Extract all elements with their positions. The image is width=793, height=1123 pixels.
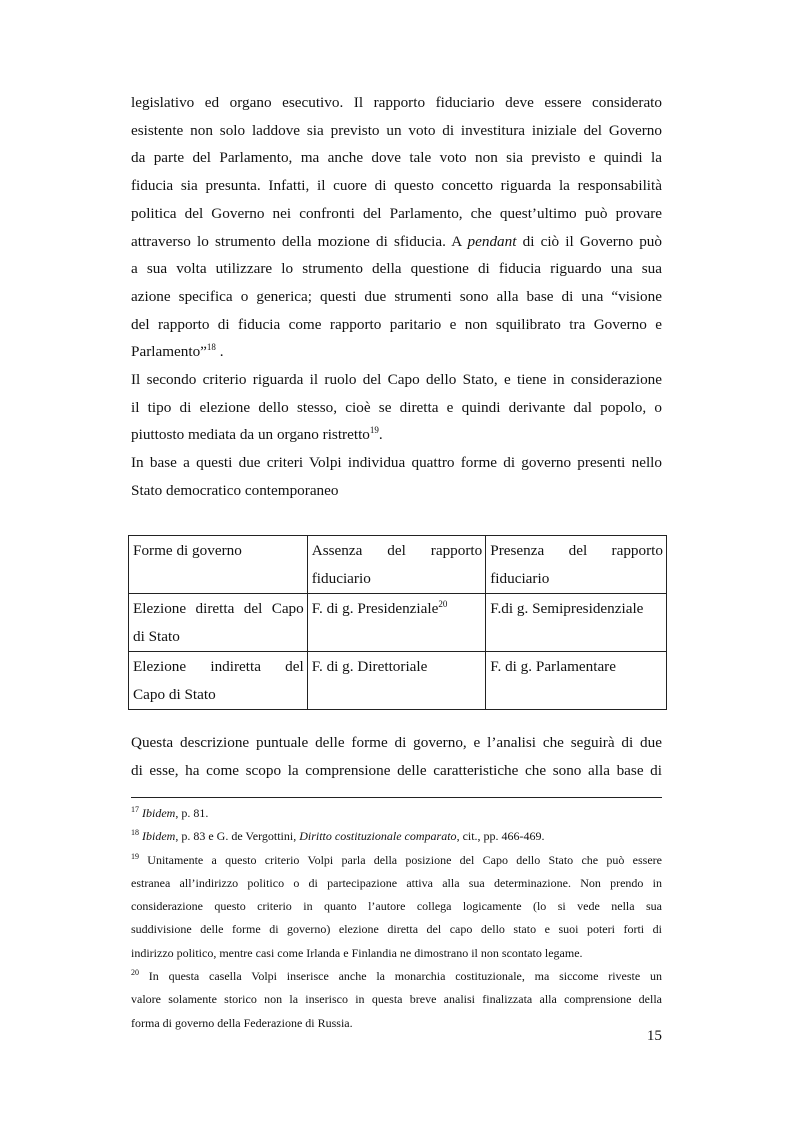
table-cell <box>486 594 667 652</box>
text-fragment: di ciò il Governo può <box>516 232 662 250</box>
text-line: di esse, ha come scopo la comprensione delle caratteristiche che sono alla base di <box>131 761 662 779</box>
text-fragment: piuttosto mediata da un organo ristretto <box>131 426 370 444</box>
table-row <box>129 594 667 652</box>
cell-text: Assenza del rapporto <box>311 542 483 559</box>
text-line: il tipo di elezione dello stesso, cioè se diretta e quindi derivante dal popolo, o <box>131 398 662 416</box>
text-line <box>131 338 662 366</box>
cell-text: F. di g. Direttoriale <box>311 658 428 675</box>
text-line: esistente non solo laddove sia previsto un voto di investitura iniziale del Governo <box>131 121 662 139</box>
cell-text: Forme di governo <box>133 542 242 559</box>
paragraph-rapporto-fiduciario <box>131 89 662 505</box>
footnote-text: In questa casella Volpi inserisce anche la monarchia costituzionale, ma siccome riveste un <box>139 969 662 984</box>
footnote-number: 17 <box>131 805 139 814</box>
cell-text: Elezione indiretta del <box>133 658 304 675</box>
footnote-text: , p. 81. <box>175 806 209 820</box>
footnote-line: forma di governo della Federazione di Russia. <box>131 1015 353 1030</box>
cell-text: F. di g. Parlamentare <box>490 658 616 675</box>
text-line: azione specifica o generica; questi due strumenti sono alla base di una “visione <box>131 287 662 305</box>
cell-text <box>312 595 483 623</box>
text-line: Questa descrizione puntuale delle forme di governo, e l’analisi che seguirà di due <box>131 734 662 751</box>
cell-text: Presenza del rapporto <box>490 542 663 559</box>
text-line: del rapporto di fiducia come rapporto paritario e non squilibrato tra Governo e <box>131 315 662 333</box>
cell-fragment: F. di g. Presidenziale <box>311 600 439 617</box>
table-cell <box>129 536 308 594</box>
table-cell <box>307 536 486 594</box>
italic-term: Ibidem <box>142 829 176 844</box>
table-header-row <box>129 536 667 594</box>
text-line: fiducia sia presunta. Infatti, il cuore di questo concetto riguarda la responsabilità <box>131 177 662 195</box>
footnote-line <box>131 802 662 825</box>
footnote-text: , p. 83 e G. de Vergottini, <box>175 829 300 844</box>
footnote-17 <box>131 802 662 825</box>
table-cell <box>129 652 308 710</box>
table-cell <box>486 536 667 594</box>
footnote-number: 20 <box>131 968 139 978</box>
table-cell <box>486 652 667 710</box>
footnote-line: considerazione questo criterio in quanto l’autore collega logicamente (lo si vede nella sua <box>131 899 662 914</box>
paragraph-descrizione <box>131 729 662 784</box>
table-cell <box>307 652 486 710</box>
cell-text: Elezione diretta del Capo <box>133 600 304 617</box>
footnote-line: valore solamente storico non la inserisco in questa breve analisi finalizzata alla comprensione della <box>131 992 662 1007</box>
italic-term: Ibidem <box>142 806 176 820</box>
footnote-line: estranea all’indirizzo politico o di partecipazione attiva alla sua determinazione. Non prendo in <box>131 875 662 890</box>
footnote-19 <box>131 849 662 965</box>
text-line: Il secondo criterio riguarda il ruolo del Capo dello Stato, e tiene in considerazione <box>131 371 662 389</box>
footnote-ref-19[interactable]: 19 <box>369 425 379 436</box>
forms-of-government-table <box>128 535 667 710</box>
cell-text: fiduciario <box>311 569 371 587</box>
table-cell <box>307 594 486 652</box>
italic-term: pendant <box>467 232 517 250</box>
footnote-separator <box>131 797 662 798</box>
footnote-line: suddivisione delle forme di governo) elezione diretta del capo dello stato e suoi poteri forti di <box>131 922 662 937</box>
text-fragment: . <box>378 426 383 444</box>
footnote-text: , cit., pp. 466-469. <box>456 829 545 844</box>
text-line: In base a questi due criteri Volpi individua quattro forme di governo presenti nello <box>131 454 662 472</box>
italic-title: Diritto costituzionale comparato <box>299 829 457 844</box>
footnote-ref-20[interactable]: 20 <box>438 599 448 609</box>
text-line: legislativo ed organo esecutivo. Il rapporto fiduciario deve essere considerato <box>131 94 662 111</box>
footnote-line <box>131 849 662 872</box>
text-fragment: attraverso lo strumento della mozione di sfiducia. A <box>131 232 468 250</box>
cell-text: F.di g. Semipresidenziale <box>490 600 644 617</box>
footnotes <box>131 802 662 1035</box>
table-cell <box>129 594 308 652</box>
cell-text: fiduciario <box>490 569 550 587</box>
text-fragment: . <box>215 343 224 361</box>
footnote-number: 18 <box>131 828 139 838</box>
footnote-text: Unitamente a questo criterio Volpi parla della posizione del Capo dello Stato che può essere <box>139 852 662 867</box>
footnote-ref-18[interactable]: 18 <box>206 342 216 353</box>
table-row <box>129 652 667 710</box>
text-line: a sua volta utilizzare lo strumento della questione di fiducia riguardo una sua <box>131 260 662 278</box>
text-line: da parte del Parlamento, ma anche dove tale voto non sia previsto e quindi la <box>131 149 662 167</box>
text-line: Stato democratico contemporaneo <box>131 481 339 499</box>
footnote-line <box>131 825 662 848</box>
text-line: politica del Governo nei confronti del Parlamento, che quest’ultimo può provare <box>131 204 662 222</box>
text-line <box>131 228 662 256</box>
footnote-line: indirizzo politico, mentre casi come Irlanda e Finlandia ne dimostrano il non scontato legame. <box>131 945 583 960</box>
footnote-20 <box>131 965 662 1035</box>
footnote-number: 19 <box>131 851 139 861</box>
cell-text: Capo di Stato <box>133 685 216 703</box>
footnote-18 <box>131 825 662 848</box>
page-number: 15 <box>646 1027 662 1044</box>
text-line <box>131 421 662 449</box>
text-fragment: Parlamento” <box>131 343 207 361</box>
footnote-line <box>131 965 662 988</box>
cell-text: di Stato <box>133 627 180 645</box>
